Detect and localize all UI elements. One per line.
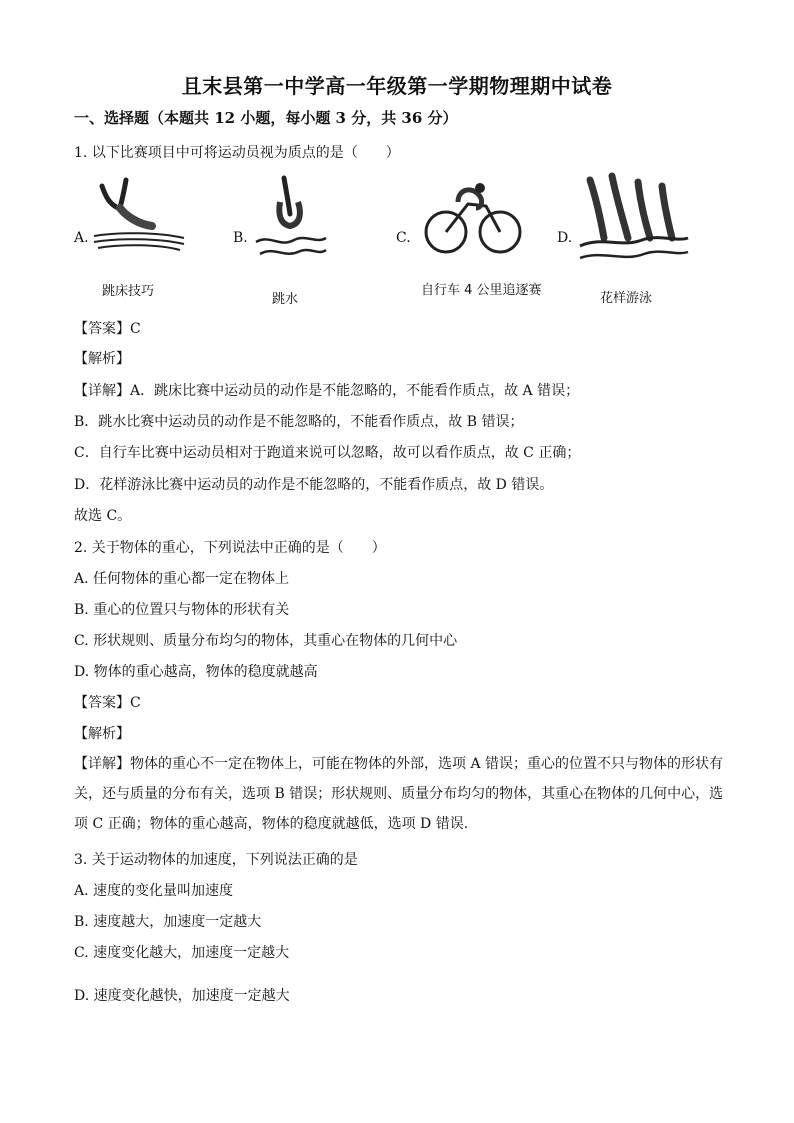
q2-answer: 【答案】C bbox=[74, 695, 141, 711]
cycling-figure-icon bbox=[424, 178, 524, 258]
q1-answer: 【答案】C bbox=[74, 321, 141, 337]
q1-option-a-caption: 跳床技巧 bbox=[102, 284, 155, 299]
page-title: 且末县第一中学高一年级第一学期物理期中试卷 bbox=[181, 74, 613, 98]
q2-analysis-label: 【解析】 bbox=[74, 726, 130, 742]
q3-stem: 3. 关于运动物体的加速度，下列说法正确的是 bbox=[74, 852, 358, 868]
q3-option-d: D. 速度变化越快，加速度一定越大 bbox=[74, 988, 290, 1004]
q1-conclusion: 故选 C。 bbox=[74, 508, 132, 524]
q1-detail-line: C．自行车比赛中运动员相对于跑道来说可以忽略，故可以看作质点，故 C 正确； bbox=[74, 445, 581, 461]
q1-option-b-caption: 跳水 bbox=[272, 292, 299, 307]
q2-option-c: C. 形状规则、质量分布均匀的物体，其重心在物体的几何中心 bbox=[74, 633, 458, 649]
q2-option-d: D. 物体的重心越高，物体的稳度就越高 bbox=[74, 664, 318, 680]
q2-option-b: B. 重心的位置只与物体的形状有关 bbox=[74, 602, 290, 618]
q1-detail-line: 【详解】A．跳床比赛中运动员的动作是不能忽略的，不能看作质点，故 A 错误； bbox=[74, 383, 580, 399]
q3-option-a: A. 速度的变化量叫加速度 bbox=[74, 883, 234, 899]
synchronized-swimming-figure-icon bbox=[578, 172, 690, 276]
q1-option-d-letter: D. bbox=[557, 230, 573, 246]
q1-option-b-letter: B. bbox=[233, 230, 248, 246]
q3-option-c: C. 速度变化越大，加速度一定越大 bbox=[74, 945, 290, 961]
q1-stem: 1. 以下比赛项目中可将运动员视为质点的是（ ） bbox=[74, 145, 400, 161]
q3-option-b: B. 速度越大，加速度一定越大 bbox=[74, 914, 262, 930]
q2-option-a: A. 任何物体的重心都一定在物体上 bbox=[74, 571, 290, 587]
q1-detail-line: B．跳水比赛中运动员的动作是不能忽略的，不能看作质点，故 B 错误； bbox=[74, 414, 524, 430]
q1-option-a-letter: A. bbox=[74, 230, 89, 246]
q1-detail-line: D．花样游泳比赛中运动员的动作是不能忽略的，不能看作质点，故 D 错误。 bbox=[74, 477, 554, 493]
q2-stem: 2. 关于物体的重心，下列说法中正确的是（ ） bbox=[74, 540, 386, 556]
section-heading: 一、选择题（本题共 12 小题，每小题 3 分，共 36 分） bbox=[74, 109, 458, 127]
q2-detail: 【详解】物体的重心不一定在物体上，可能在物体的外部，选项 A 错误；重心的位置不只与物体的形状有关，还与质量的分布有关，选项 B 错误；形状规则、质量分布均匀的物体，其重心在物体的几何中心，选项 C 正确；物体的重心越高，物体的稳度就越低，选项 D 错误. bbox=[74, 756, 724, 832]
diving-figure-icon bbox=[250, 172, 330, 262]
q1-option-d-caption: 花样游泳 bbox=[600, 291, 653, 306]
q1-analysis-label: 【解析】 bbox=[74, 351, 130, 367]
q1-option-c-caption: 自行车 4 公里追逐赛 bbox=[421, 283, 542, 298]
trampoline-figure-icon bbox=[88, 176, 188, 256]
q1-option-c-letter: C. bbox=[396, 230, 411, 246]
